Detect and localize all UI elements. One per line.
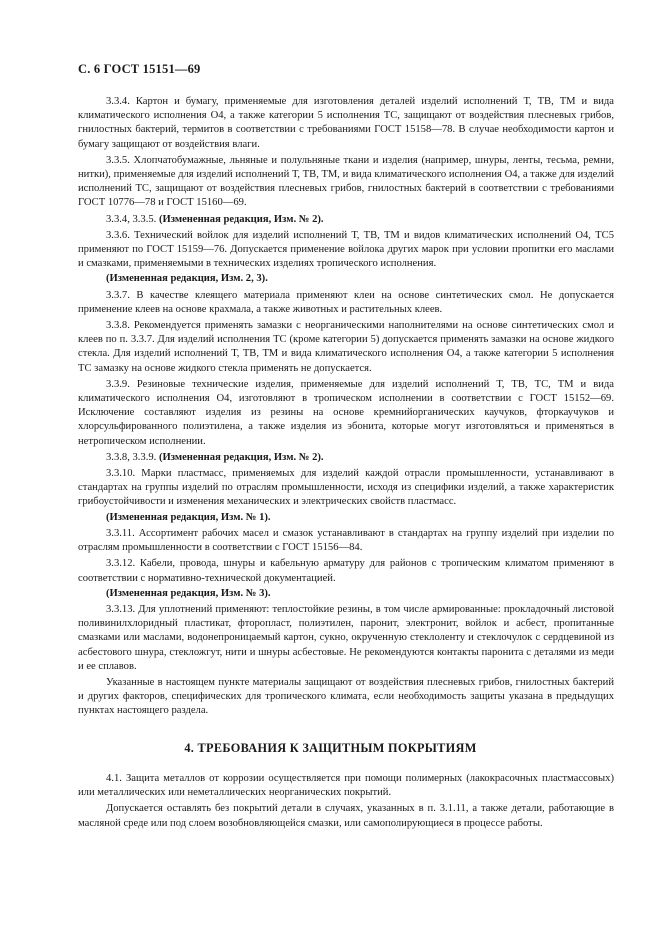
- amendment-text: (Измененная редакция, Изм. № 2).: [158, 213, 324, 225]
- paragraph-3-3-11: 3.3.11. Ассортимент рабочих масел и смазок устанавливают в стандартах на группу изделий при изделии по отраслям промышленности в соответствии с ГОСТ 15156—84.: [78, 527, 614, 554]
- page-header: С. 6 ГОСТ 15151—69: [78, 62, 201, 76]
- section3-body: [78, 95, 614, 719]
- amendment-ref: 3.3.4, 3.3.5.: [106, 213, 157, 225]
- paragraph-3-3-9: 3.3.9. Резиновые технические изделия, применяемые для изделий исполнений Т, ТВ, ТС, ТМ и вида климатического исполнения О4, изготовляют в тропическом исполнении в соответствии с ГОСТ 15152—69. Исключение составляют изделия из резины на основе кремнийорганических каучуков, фторкаучуков и хлорсульфированного полиэтилена, а также изделия из эбонита, которые могут изготовляться и применяться в нетропическом исполнении.: [78, 378, 614, 447]
- section4-body: [78, 772, 614, 831]
- paragraph-3-3-6: 3.3.6. Технический войлок для изделий исполнений Т, ТВ, ТМ и видов климатических исполнений О4, ТС5 применяют по ГОСТ 15159—76. Допускается применение войлока других марок при условии пропитки его маслами и смазками, применяемыми в технических изделиях тропического исполнения.: [78, 229, 614, 270]
- amendment-note: [78, 451, 614, 465]
- paragraph-3-3-10: 3.3.10. Марки пластмасс, применяемых для изделий каждой отрасли промышленности, устанавливают в стандартах на группы изделий по отраслям промышленности, исходя из специфики изделий, а также характеристик грибоустойчивости и изменения механических и электрических свойств пластмасс.: [78, 468, 614, 508]
- paragraph-note: Указанные в настоящем пункте материалы защищают от воздействия плесневых грибов, гнилостных бактерий и других факторов, специфических для тропического климата, если необходимость защиты указана в предыдущих пунктах настоящего раздела.: [78, 676, 614, 717]
- paragraph-4-1: 4.1. Защита металлов от коррозии осуществляется при помощи полимерных (лакокрасочных пластмассовых) или металлических или неметаллических неорганических покрытий.: [78, 773, 614, 799]
- amendment-text: (Измененная редакция, Изм. № 2).: [158, 451, 324, 463]
- amendment-ref: 3.3.8, 3.3.9.: [106, 451, 157, 463]
- paragraph-3-3-4: 3.3.4. Картон и бумагу, применяемые для изготовления деталей изделий исполнений Т, ТВ, ТМ и вида климатического исполнения О4, а также категории 5 исполнения ТС, защищают от воздействия плесневых грибов, гнилостных бактерий, термитов в соответствии с требованиями ГОСТ 15158—78. В случае необходимости картон и бумагу защищают от воздействия влаги.: [78, 96, 614, 150]
- amendment-note: (Измененная редакция, Изм. № 3).: [106, 587, 271, 599]
- amendment-note: (Измененная редакция, Изм. № 1).: [106, 511, 271, 523]
- paragraph-3-3-7: 3.3.7. В качестве клеящего материала применяют клеи на основе синтетических смол. Не допускается применение клеев на основе крахмала, а также животных и растительных клеев.: [78, 289, 614, 315]
- amendment-note: (Измененная редакция, Изм. 2, 3).: [106, 273, 268, 285]
- section-4-title: 4. ТРЕБОВАНИЯ К ЗАЩИТНЫМ ПОКРЫТИЯМ: [184, 741, 477, 755]
- paragraph-3-3-12: 3.3.12. Кабели, провода, шнуры и кабельную арматуру для районов с тропическим климатом применяют в соответствии с нормативно-технической документацией.: [78, 558, 614, 584]
- paragraph-3-3-5: 3.3.5. Хлопчатобумажные, льняные и полульняные ткани и изделия (например, шнуры, ленты, тесьма, ремни, нитки), применяемые для изделий исполнений Т, ТВ, ТМ, и вида климатического исполнения О4, а также для изделий исполнений ТС, защищают от воздействия плесневых грибов, гнилостных бактерий в соответствии с требованиями ГОСТ 10776—78 и ГОСТ 15160—69.: [78, 154, 614, 209]
- paragraph-3-3-13: 3.3.13. Для уплотнений применяют: теплостойкие резины, в том числе армированные: прокладочный листовой поливинилхлоридный пластикат, фторопласт, полиэтилен, паронит, электронит, войлок и асбест, пропитанные смазками или маслами, водонепроницаемый картон, сукно, окрученную стеклоленту и стеклочулок с сердцевиной из асбестового шнура, стекложгут, нити и шнуры асбестовые. Не рекомендуются контакты паронита с деталями из меди и ее сплавов.: [78, 603, 614, 672]
- paragraph-4-1-continued: Допускается оставлять без покрытий детали в случаях, указанных в п. 3.1.11, а также детали, работающие в масляной среде или под слоем возобновляющейся смазки, или самополирующиеся в процессе работы.: [78, 803, 614, 829]
- paragraph-3-3-8: 3.3.8. Рекомендуется применять замазки с неорганическими наполнителями на основе синтетических смол и клеев по п. 3.3.7. Для изделий исполнения ТС (кроме категории 5) допускается применять замазки на основе жидкого стекла. Для изделий исполнений Т, ТВ, ТМ и вида климатического исполнения О4, а также категории 5 исполнения ТС замазку на основе жидкого стекла применять не допускается.: [78, 320, 614, 374]
- amendment-note: [78, 213, 614, 227]
